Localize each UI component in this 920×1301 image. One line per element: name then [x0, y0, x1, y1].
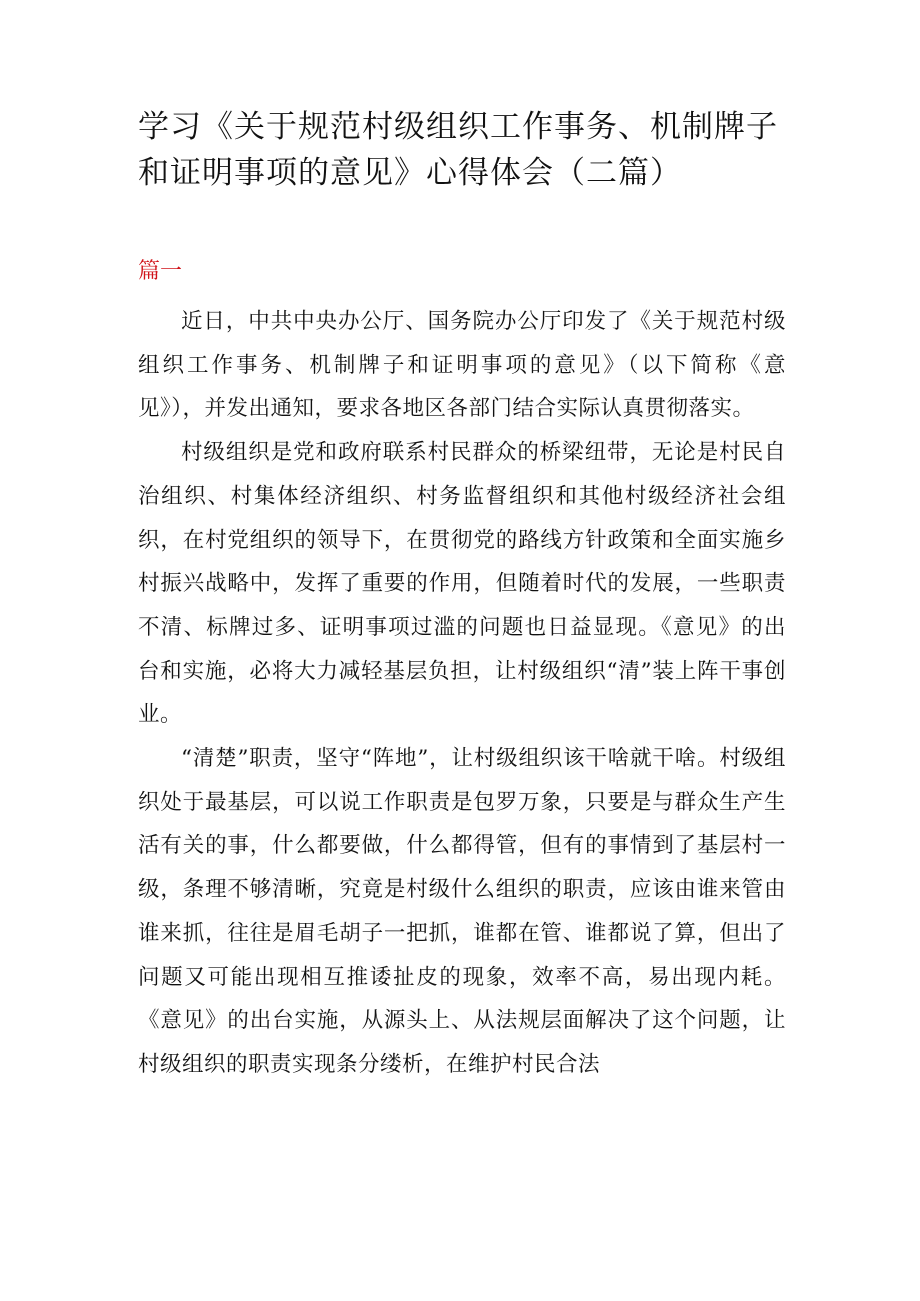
section-heading: 篇一: [138, 259, 183, 284]
paragraph-2: 村级组织是党和政府联系村民群众的桥梁纽带，无论是村民自治组织、村集体经济组织、村务监督组织和其他村级经济社会组织，在村党组织的领导下，在贯彻党的路线方针政策和全面实施乡村振兴战略中，发挥了重要的作用，但随着时代的发展，一些职责不清、标牌过多、证明事项过滥的问题也日益显现。《意见》的出台和实施，必将大力减轻基层负担，让村级组织“清”装上阵干事创业。: [138, 440, 786, 728]
paragraph-1: 近日，中共中央办公厅、国务院办公厅印发了《关于规范村级组织工作事务、机制牌子和证明事项的意见》（以下简称《意见》），并发出通知，要求各地区各部门结合实际认真贯彻落实。: [138, 309, 786, 422]
document-title: 学习《关于规范村级组织工作事务、机制牌子和证明事项的意见》心得体会（二篇）: [138, 109, 778, 191]
paragraph-3: “清楚”职责，坚守“阵地”，让村级组织该干啥就干啥。村级组织处于最基层，可以说工作职责是包罗万象，只要是与群众生产生活有关的事，什么都要做，什么都得管，但有的事情到了基层村一级，条理不够清晰，究竟是村级什么组织的职责，应该由谁来管由谁来抓，往往是眉毛胡子一把抓，谁都在管、谁都说了算，但出了问题又可能出现相互推诿扯皮的现象，效率不高，易出现内耗。《意见》的出台实施，从源头上、从法规层面解决了这个问题，让村级组织的职责实现条分缕析，在维护村民合法: [138, 746, 786, 1077]
document-body: [138, 300, 786, 1087]
